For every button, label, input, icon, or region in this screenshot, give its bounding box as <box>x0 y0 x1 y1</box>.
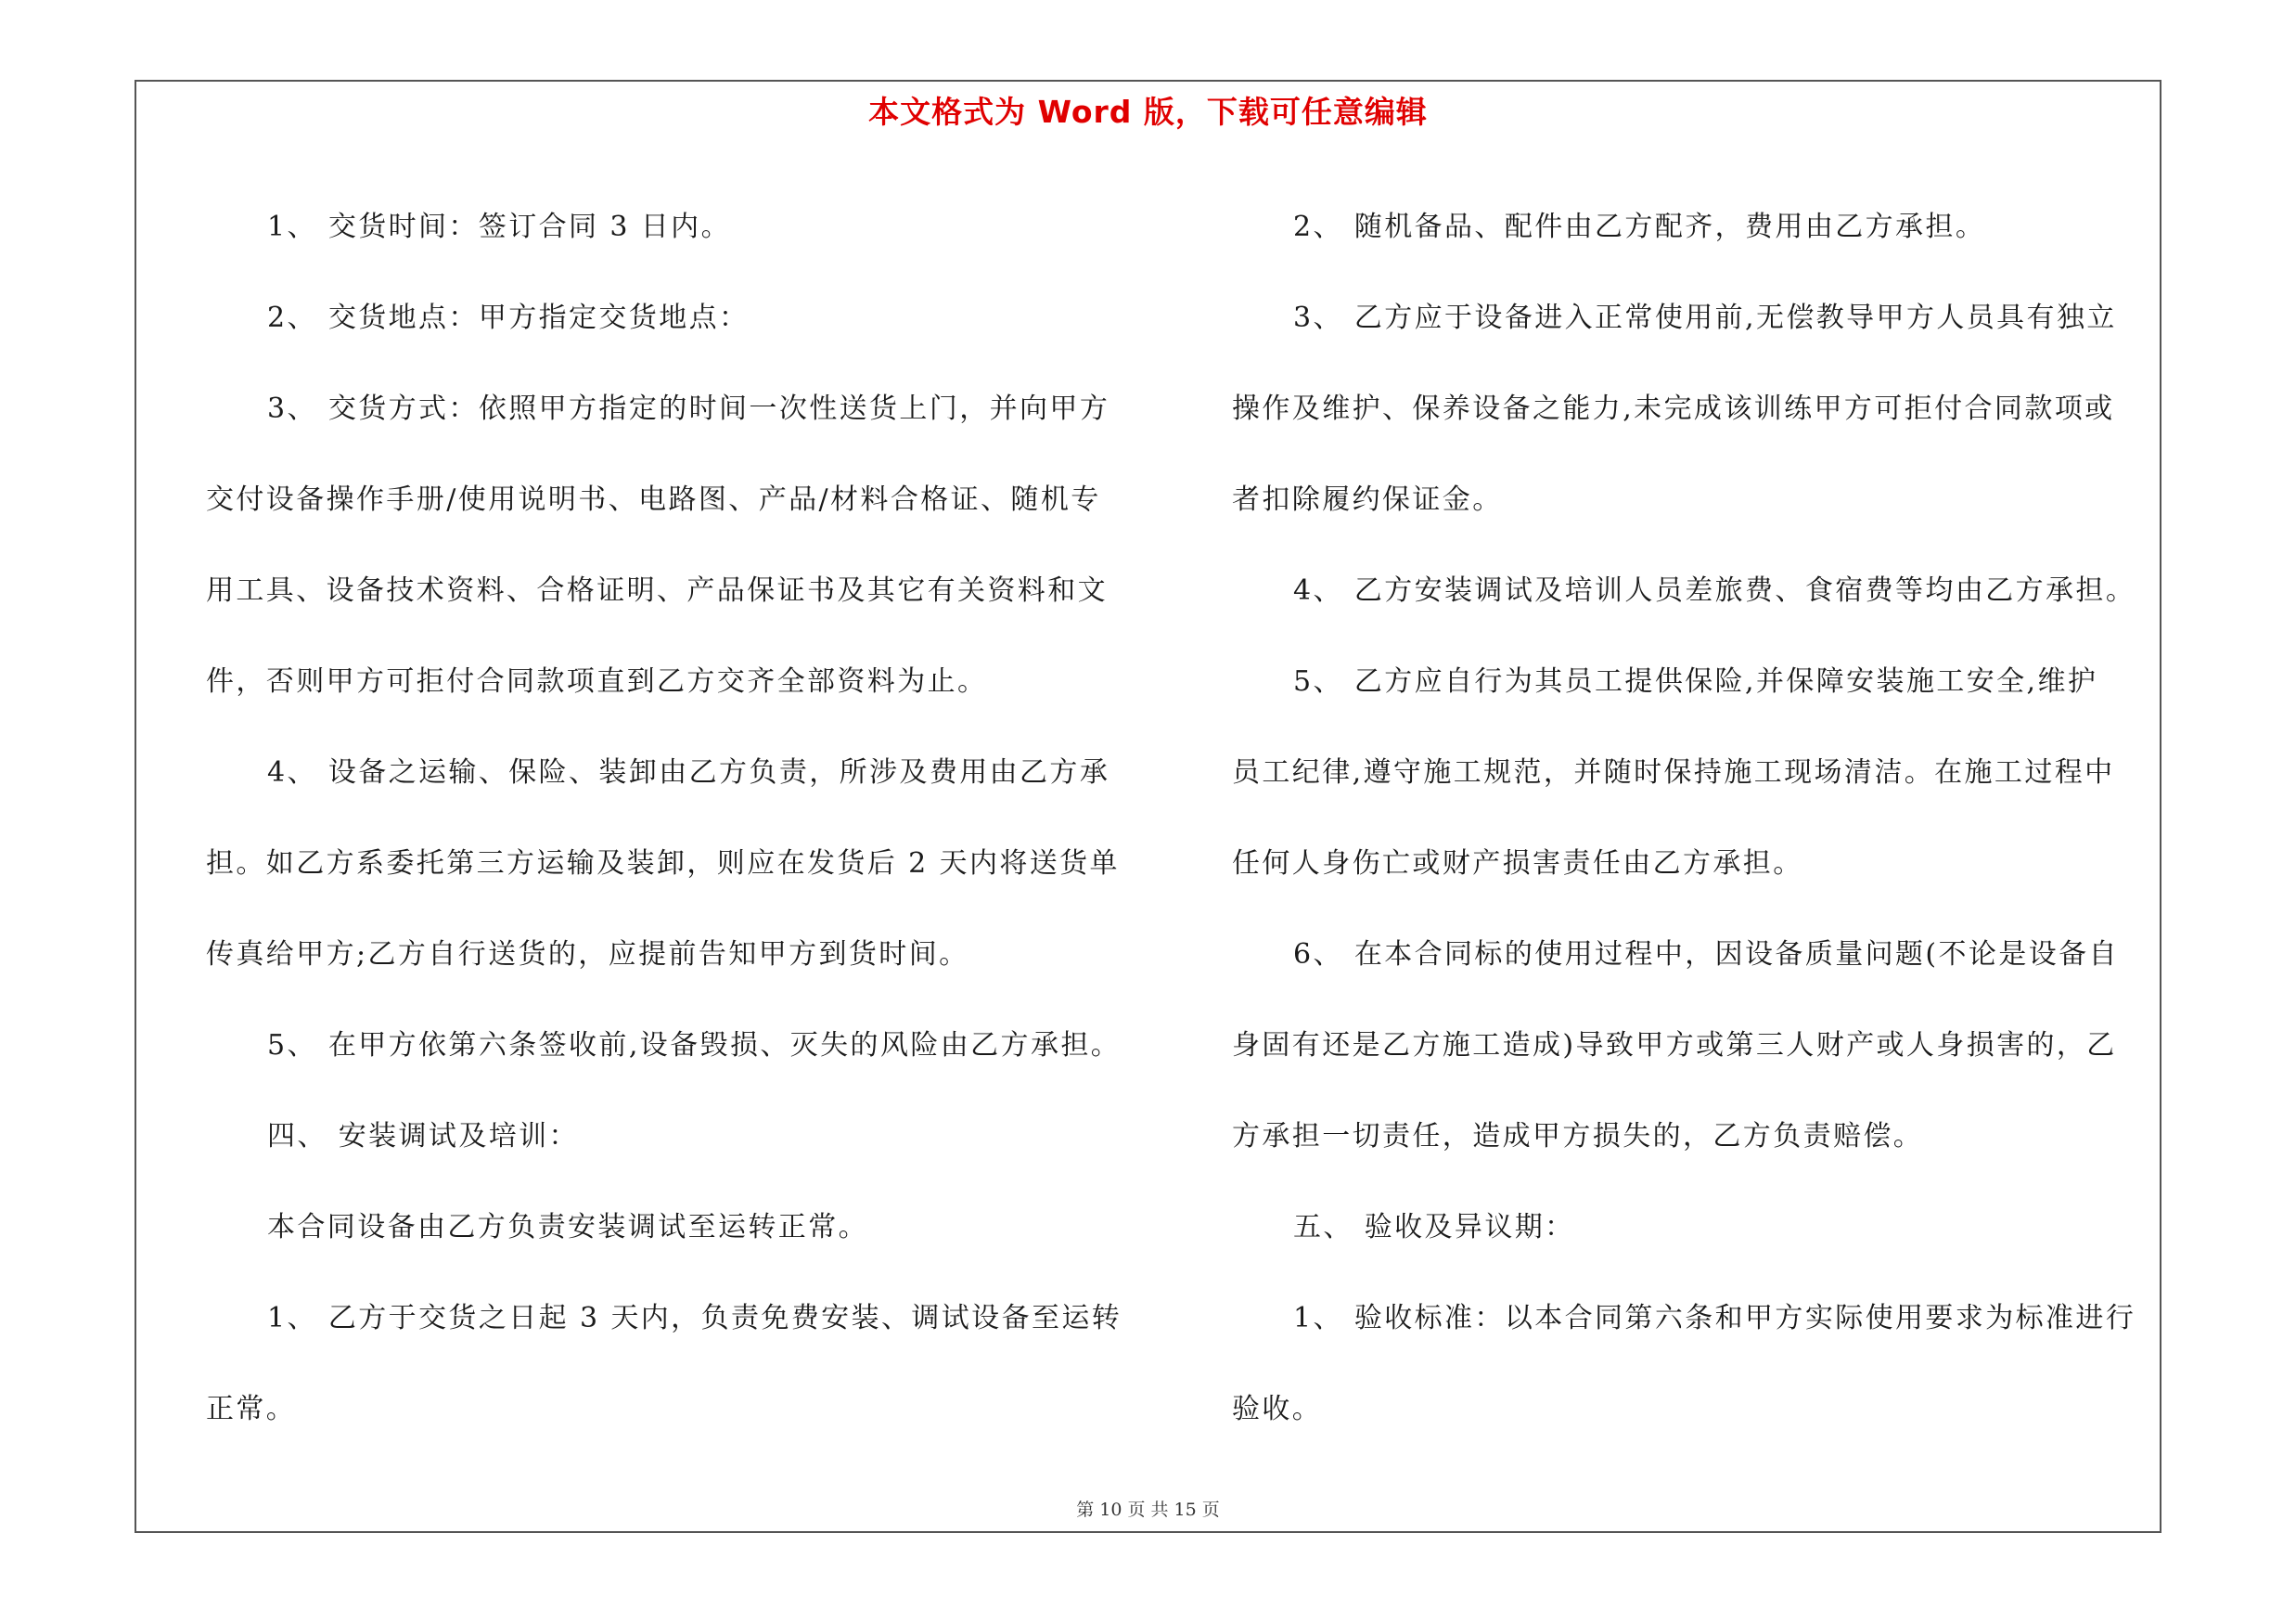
word-format-banner: 本文格式为 Word 版，下载可任意编辑 <box>868 94 1428 130</box>
text-line: 2、 交货地点：甲方指定交货地点： <box>267 302 750 334</box>
text-line: 3、 乙方应于设备进入正常使用前,无偿教导甲方人员具有独立 <box>1293 302 2117 334</box>
text-line: 四、 安装调试及培训： <box>267 1120 579 1153</box>
page-number-footer: 第 10 页 共 15 页 <box>1076 1500 1220 1520</box>
text-line: 2、 随机备品、配件由乙方配齐，费用由乙方承担。 <box>1293 211 1986 243</box>
text-line: 方承担一切责任，造成甲方损失的，乙方负责赔偿。 <box>1232 1120 1924 1153</box>
text-line: 5、 在甲方依第六条签收前,设备毁损、灭失的风险由乙方承担。 <box>267 1029 1122 1062</box>
right-column <box>1232 182 2160 1455</box>
text-line: 5、 乙方应自行为其员工提供保险,并保障安装施工安全,维护 <box>1293 665 2098 698</box>
text-line: 操作及维护、保养设备之能力,未完成该训练甲方可拒付合同款项或 <box>1232 393 2115 425</box>
text-line: 1、 交货时间：签订合同 3 日内。 <box>267 211 731 243</box>
text-line: 传真给甲方;乙方自行送货的，应提前告知甲方到货时间。 <box>206 938 969 971</box>
text-line: 正常。 <box>206 1393 297 1425</box>
text-line: 者扣除履约保证金。 <box>1232 483 1503 516</box>
left-column <box>206 182 1134 1455</box>
text-line: 五、 验收及异议期： <box>1293 1211 1575 1243</box>
text-line: 身固有还是乙方施工造成)导致甲方或第三人财产或人身损害的，乙 <box>1232 1029 2117 1062</box>
text-line: 任何人身伤亡或财产损害责任由乙方承担。 <box>1232 847 1803 880</box>
text-line: 担。如乙方系委托第三方运输及装卸，则应在发货后 2 天内将送货单 <box>206 847 1120 880</box>
text-line: 6、 在本合同标的使用过程中，因设备质量问题(不论是设备自 <box>1293 938 2119 971</box>
text-line: 件，否则甲方可拒付合同款项直到乙方交齐全部资料为止。 <box>206 665 988 698</box>
text-line: 员工纪律,遵守施工规范，并随时保持施工现场清洁。在施工过程中 <box>1232 756 2115 789</box>
text-line: 交付设备操作手册/使用说明书、电路图、产品/材料合格证、随机专 <box>206 483 1101 516</box>
text-line: 3、 交货方式：依照甲方指定的时间一次性送货上门，并向甲方 <box>267 393 1110 425</box>
text-line: 本合同设备由乙方负责安装调试至运转正常。 <box>267 1211 868 1243</box>
text-line: 1、 验收标准：以本合同第六条和甲方实际使用要求为标准进行 <box>1293 1302 2136 1334</box>
text-line: 验收。 <box>1232 1393 1323 1425</box>
text-line: 用工具、设备技术资料、合格证明、产品保证书及其它有关资料和文 <box>206 574 1108 607</box>
text-line: 1、 乙方于交货之日起 3 天内，负责免费安装、调试设备至运转 <box>267 1302 1122 1334</box>
text-line: 4、 设备之运输、保险、装卸由乙方负责，所涉及费用由乙方承 <box>267 756 1110 789</box>
text-line: 4、 乙方安装调试及培训人员差旅费、食宿费等均由乙方承担。 <box>1293 574 2136 607</box>
